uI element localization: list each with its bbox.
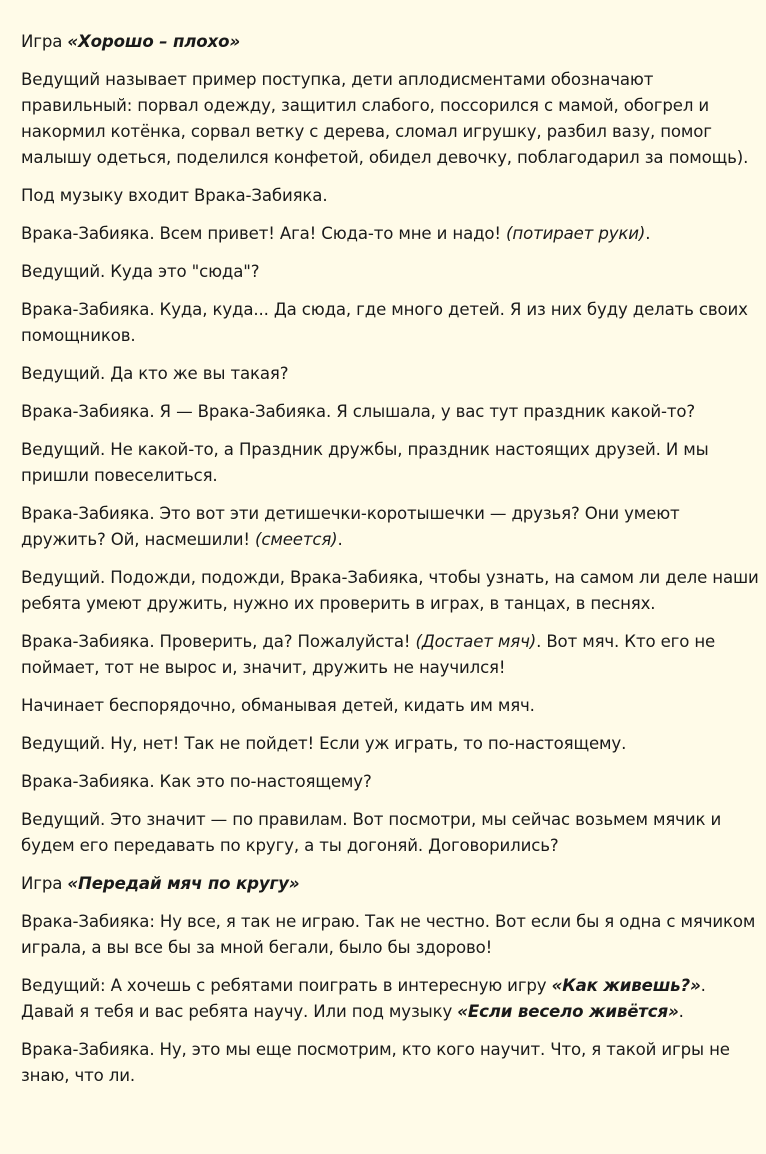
text-run: Игра <box>21 32 68 51</box>
paragraph <box>21 565 760 617</box>
stage-direction: Под музыку входит Врака-Забияка. <box>21 186 328 205</box>
text-run: Игра <box>21 874 68 893</box>
text-run: Врака-Забияка: Ну все, я так не играю. Так не честно. Вот если бы я одна с мячиком играла, а вы все бы за мной бегали, было бы здорово! <box>21 912 756 957</box>
paragraph <box>21 629 760 681</box>
paragraph <box>21 259 760 285</box>
text-run: Врака-Забияка. Я — Врака-Забияка. Я слышала, у вас тут праздник какой-то? <box>21 402 696 421</box>
paragraph <box>21 1037 760 1089</box>
paragraph <box>21 29 760 55</box>
text-run: Врака-Забияка. Проверить, да? Пожалуйста! <box>21 632 416 651</box>
text-run: Ведущий. Куда это "сюда"? <box>21 262 260 281</box>
text-run: Ведущий. Подожди, подожди, Врака-Забияка, чтобы узнать, на самом ли деле наши ребята умеют дружить, нужно их проверить в играх, в танцах, в песнях. <box>21 568 759 613</box>
paragraph <box>21 183 760 209</box>
paragraph <box>21 399 760 425</box>
paragraph <box>21 221 760 247</box>
paragraph <box>21 731 760 757</box>
text-run: Ведущий. Ну, нет! Так не пойдет! Если уж играть, то по-настоящему. <box>21 734 627 753</box>
paragraph <box>21 769 760 795</box>
text-run: Врака-Забияка. Это вот эти детишечки-коротышечки — друзья? Они умеют дружить? Ой, насмешили! <box>21 504 680 549</box>
paragraph <box>21 693 760 719</box>
paragraph <box>21 501 760 553</box>
paragraph <box>21 437 760 489</box>
text-run: Врака-Забияка. Всем привет! Ага! Сюда-то мне и надо! <box>21 224 507 243</box>
paragraph <box>21 973 760 1025</box>
paragraph <box>21 297 760 349</box>
paragraph <box>21 909 760 961</box>
stage-direction: Начинает беспорядочно, обманывая детей, кидать им мяч. <box>21 696 535 715</box>
text-run: . <box>678 1002 684 1021</box>
text-run: Ведущий. Это значит — по правилам. Вот посмотри, мы сейчас возьмем мячик и будем его передавать по кругу, а ты догоняй. Договорились? <box>21 810 722 855</box>
text-run: Врака-Забияка. Ну, это мы еще посмотрим, кто кого научит. Что, я такой игры не знаю, что ли. <box>21 1040 730 1085</box>
text-run: Врака-Забияка. Как это по-настоящему? <box>21 772 372 791</box>
paragraph <box>21 67 760 171</box>
italic-remark: (Достает мяч) <box>415 632 537 651</box>
text-run: Врака-Забияка. Куда, куда... Да сюда, где много детей. Я из них буду делать своих помощников. <box>21 300 748 345</box>
game-title: «Как живешь?» <box>551 976 701 995</box>
text-run: Ведущий. Не какой-то, а Праздник дружбы, праздник настоящих друзей. И мы пришли повеселиться. <box>21 440 709 485</box>
game-title: «Передай мяч по кругу» <box>67 874 300 893</box>
text-run: . <box>337 530 343 549</box>
text-run: Ведущий. Да кто же вы такая? <box>21 364 289 383</box>
italic-remark: (потирает руки) <box>506 224 646 243</box>
game-title: «Хорошо – плохо» <box>67 32 240 51</box>
text-run: Ведущий: А хочешь с ребятами поиграть в интересную игру <box>21 976 552 995</box>
paragraph <box>21 871 760 897</box>
text-run: . Давай я тебя и вас ребята научу. Или под музыку <box>21 976 706 1021</box>
italic-remark: (смеется) <box>255 530 338 549</box>
paragraph <box>21 807 760 859</box>
text-run: . Вот мяч. Кто его не поймает, тот не вырос и, значит, дружить не научился! <box>21 632 716 677</box>
text-run: Ведущий называет пример поступка, дети аплодисментами обозначают правильный: порвал одежду, защитил слабого, поссорился с мамой, обогрел и накормил котёнка, сорвал ветку с дерева, сломал игрушку, разбил вазу, помог малышу одеться, поделился конфетой, обидел девочку, поблагодарил за помощь). <box>21 70 749 167</box>
text-run: . <box>645 224 651 243</box>
paragraph <box>21 361 760 387</box>
song-title: «Если весело живётся» <box>457 1002 679 1021</box>
